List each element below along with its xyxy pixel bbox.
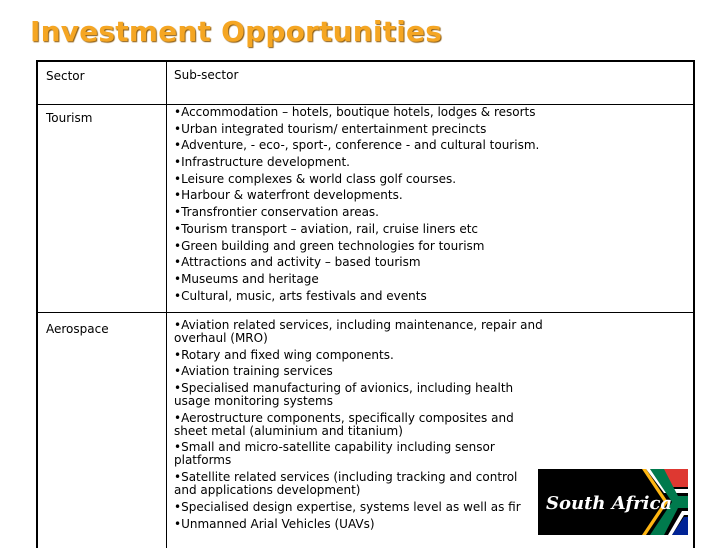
- list-item: • Adventure, - eco-, sport-, conference - and cultural tourism.: [174, 139, 685, 152]
- sub-sector-list: [174, 106, 685, 303]
- list-item: • Infrastructure development.: [174, 156, 685, 169]
- list-item: • Harbour & waterfront developments.: [174, 189, 685, 202]
- logo-text: South Africa: [546, 493, 673, 514]
- list-item: • Accommodation – hotels, boutique hotels, lodges & resorts: [174, 106, 685, 119]
- table-row-tourism: [38, 104, 693, 313]
- sub-sector-cell: [174, 106, 685, 306]
- list-item: • Urban integrated tourism/ entertainment precincts: [174, 123, 685, 136]
- list-item: • Tourism transport – aviation, rail, cruise liners etc: [174, 223, 685, 236]
- table-header-row: [38, 62, 693, 105]
- list-item: • Specialised manufacturing of avionics, including health usage monitoring systems: [174, 382, 543, 408]
- list-item: • Satellite related services (including tracking and control and applications development): [174, 471, 543, 497]
- list-item: • Specialised design expertise, systems level as well as fir: [174, 501, 543, 514]
- list-item: • Transfrontier conservation areas.: [174, 206, 685, 219]
- south-africa-logo: [538, 469, 688, 535]
- list-item: • Rotary and fixed wing components.: [174, 349, 543, 362]
- sector-cell: Aerospace: [46, 322, 109, 336]
- list-item: • Aviation related services, including maintenance, repair and overhaul (MRO): [174, 319, 543, 345]
- list-item: • Attractions and activity – based tourism: [174, 256, 685, 269]
- sector-cell: Tourism: [46, 111, 93, 125]
- list-item: • Aerostructure components, specifically composites and sheet metal (aluminium and titanium): [174, 412, 543, 438]
- sub-sector-cell: [174, 319, 543, 534]
- list-item: • Small and micro-satellite capability including sensor platforms: [174, 441, 543, 467]
- list-item: • Cultural, music, arts festivals and events: [174, 290, 685, 303]
- list-item: • Unmanned Arial Vehicles (UAVs): [174, 518, 543, 531]
- list-item: • Green building and green technologies for tourism: [174, 240, 685, 253]
- list-item: • Museums and heritage: [174, 273, 685, 286]
- header-sub-sector: Sub-sector: [174, 68, 239, 82]
- list-item: • Aviation training services: [174, 365, 543, 378]
- header-sector: Sector: [46, 69, 85, 83]
- sub-sector-list: [174, 319, 543, 531]
- page-title: Investment Opportunities: [30, 15, 443, 48]
- list-item: • Leisure complexes & world class golf courses.: [174, 173, 685, 186]
